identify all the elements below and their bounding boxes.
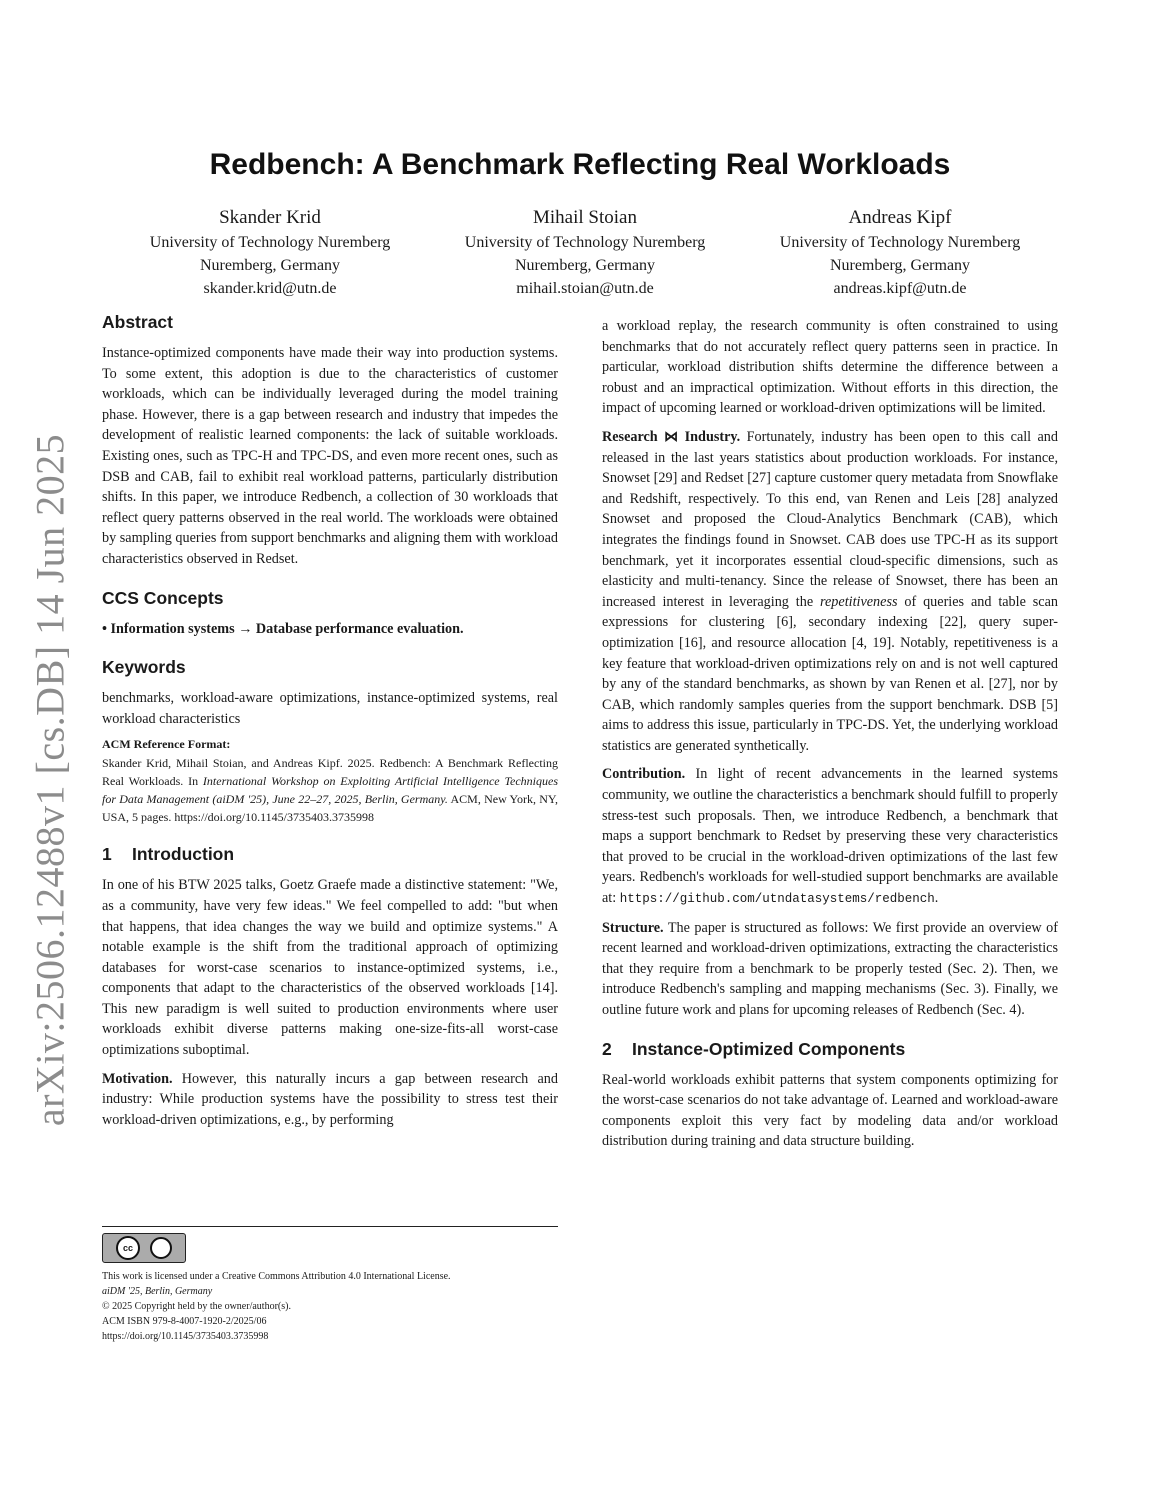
motivation-paragraph (102, 1069, 558, 1131)
continued-paragraph: a workload replay, the research community is often constrained to using benchmarks that do not accurately reflect query patterns seen in practice. In particular, workload distribution shifts determine the difference between a robust and an impractical optimization. Without efforts in this direction, the impact of upcoming learned or workload-driven optimizations will be limited. (602, 318, 1058, 417)
section-2-text: Real-world workloads exhibit patterns that system components optimizing for the worst-case scenarios do not take advantage of. Learned and workload-aware components exploit this very fact by modeling data and/or workload distribution during training and data structure building. (602, 1071, 1058, 1150)
section-title: Introduction (132, 844, 235, 865)
keywords-text: benchmarks, workload-aware optimizations, instance-optimized systems, real workload characteristics (102, 690, 558, 727)
intro-paragraph: In one of his BTW 2025 talks, Goetz Graefe made a distinctive statement: "We, as a community, have very few ideas." We feel compelled to add: "but when that happens, that idea changes the way we build and optimize systems." A notable example is the shift from the traditional approach of optimizing databases for worst-case scenarios to instance-optimized systems, i.e., components that adapt to the characteristics of the observed workloads [14]. This new paradigm is well suited to production environments where user workloads exhibit diverse patterns making one-size-fits-all worst-case optimizations suboptimal. (102, 877, 558, 1059)
abstract-heading: Abstract (102, 312, 173, 332)
author-location: Nuremberg, Germany (829, 257, 971, 274)
author-email[interactable]: mihail.stoian@utn.de (516, 280, 654, 297)
emphasis: repetitiveness (820, 593, 898, 610)
paragraph-body: Fortunately, industry has been open to this call and released in the last years statistics about production workloads. For instance, Snowset [29] and Redset [27] capture customer query metadata from Snowflake and Redshift, respectively. To this end, van Renen and Leis [28] analyzed Snowset and proposed the Cloud-Analytics Benchmark (CAB), which integrates the findings found in Snowset. CAB does use TPC-H as its support benchmark, yet it incorporates essential cloud-specific dimensions, such as elasticity and multi-tenancy. Since the release of Snowset, there has been an increased interest in leveraging the (602, 428, 1058, 610)
section-title: Instance-Optimized Components (632, 1038, 906, 1059)
github-link[interactable]: https://github.com/utndatasystems/redbench (619, 892, 935, 907)
author-name: Skander Krid (219, 207, 321, 228)
acm-reference (102, 754, 558, 826)
acm-ref-tail: ACM, New York, NY, USA, 5 pages. https://doi.org/10.1145/3735403.3735998 (102, 792, 558, 825)
author-name: Andreas Kipf (848, 207, 952, 228)
cc-logo-icon: cc (116, 1236, 140, 1260)
section-2-heading (602, 1039, 1058, 1060)
paragraph-body: of queries and table scan expressions for clustering [6], secondary indexing [22], query super-optimization [16], and resource allocation [4, 19]. Notably, repetitiveness is a key feature that workload-driven optimizations rely on and is not well captured by any of the standard benchmarks, as shown by van Renen et al. [27], nor by CAB, which randomly samples queries from the support benchmark. DSB [5] aims to address this issue, particularly in TPC-DS. Yet, the underlying workload statistics are generated synthetically. (602, 593, 1058, 754)
keywords-heading: Keywords (102, 657, 186, 678)
author-location: Nuremberg, Germany (199, 257, 341, 274)
author-block (120, 205, 1050, 300)
license-note: This work is licensed under a Creative Commons Attribution 4.0 International License. (102, 1271, 451, 1282)
paragraph-label: Structure. (602, 919, 664, 936)
author-2 (435, 205, 735, 300)
left-column (102, 312, 558, 1130)
author-affiliation: University of Technology Nuremberg (464, 234, 706, 251)
cc-by-license-badge (102, 1233, 186, 1263)
section-number: 2 (602, 1038, 612, 1059)
copyright-note: © 2025 Copyright held by the owner/author(s). (102, 1301, 291, 1312)
section-1-heading (102, 844, 558, 865)
paper-title: Redbench: A Benchmark Reflecting Real Workloads (209, 148, 951, 181)
author-affiliation: University of Technology Nuremberg (779, 234, 1021, 251)
acm-reference-heading: ACM Reference Format: (102, 737, 231, 752)
paragraph-body: The paper is structured as follows: We first provide an overview of recent learned and workload-driven optimizations, extracting the characteristics that they require from a benchmark to be properly tested (Sec. 2). Then, we introduce Redbench's sampling and mapping mechanisms (Sec. 3). Finally, we outline future work and plans for upcoming releases of Redbench (Sec. 4). (602, 919, 1058, 1018)
by-attribution-icon (150, 1237, 172, 1259)
author-email[interactable]: skander.krid@utn.de (203, 280, 337, 297)
author-location: Nuremberg, Germany (514, 257, 656, 274)
punctuation: . (934, 890, 939, 907)
paragraph-label: Motivation. (102, 1070, 173, 1087)
acm-ref-venue: International Workshop on Exploiting Artificial Intelligence Techniques for Data Management (aiDM '25), June 22–27, 2025, Berlin, Germany. (102, 774, 559, 807)
paragraph-body: In light of recent advancements in the learned systems community, we outline the characteristics a benchmark should fulfill to properly stress-test such proposals. Then, we introduce Redbench, a benchmark that maps a support benchmark to Redset by preserving these very characteristics that proved to be crucial in the workload-driven optimizations of the last few years. Redbench's workloads for well-studied support benchmarks are available at: (602, 766, 1058, 907)
copyright-footer (102, 1226, 558, 1344)
right-column (602, 316, 1058, 1152)
structure-paragraph (602, 918, 1058, 1021)
venue-note: aiDM '25, Berlin, Germany (102, 1286, 213, 1297)
ccs-concepts: • Information systems → Database performance evaluation. (102, 620, 464, 637)
paragraph-label: Contribution. (602, 766, 686, 783)
doi-link[interactable]: https://doi.org/10.1145/3735403.3735998 (102, 1331, 269, 1342)
abstract-text: Instance-optimized components have made their way into production systems. To some extent, this adoption is due to the characteristics of customer workloads, which can be individually leveraged during the model training phase. However, there is a gap between research and industry that impedes the development of realistic learned components: the lack of suitable workloads. Existing ones, such as TPC-H and TPC-DS, and even more recent ones, such as DSB and CAB, fail to exhibit real workload patterns, particularly distribution shifts. In this paper, we introduce Redbench, a collection of 30 workloads that reflect query patterns observed in the real world. The workloads were obtained by sampling queries from support benchmarks and aligning them with workload characteristics observed in Redset. (102, 345, 558, 567)
contribution-paragraph (602, 764, 1058, 909)
author-1 (120, 205, 420, 300)
paragraph-label: Research ⋈ Industry. (602, 428, 741, 445)
ccs-heading: CCS Concepts (102, 587, 224, 608)
arxiv-identifier: arXiv:2506.12488v1 [cs.DB] 14 Jun 2025 (27, 433, 73, 1127)
author-name: Mihail Stoian (533, 207, 637, 228)
author-email[interactable]: andreas.kipf@utn.de (833, 280, 967, 297)
arxiv-sidebar (22, 420, 78, 1140)
paragraph-body: However, this naturally incurs a gap between research and industry: While production systems have the possibility to stress test their workload-driven optimizations, e.g., by performing (102, 1070, 558, 1128)
isbn-note: ACM ISBN 979-8-4007-1920-2/2025/06 (102, 1316, 267, 1327)
acm-ref-lead: Skander Krid, Mihail Stoian, and Andreas Kipf. 2025. Redbench: A Benchmark Reflecting Real Workloads. In (102, 756, 558, 789)
author-affiliation: University of Technology Nuremberg (149, 234, 391, 251)
author-3 (750, 205, 1050, 300)
research-industry-paragraph (602, 427, 1058, 757)
section-number: 1 (102, 844, 112, 865)
